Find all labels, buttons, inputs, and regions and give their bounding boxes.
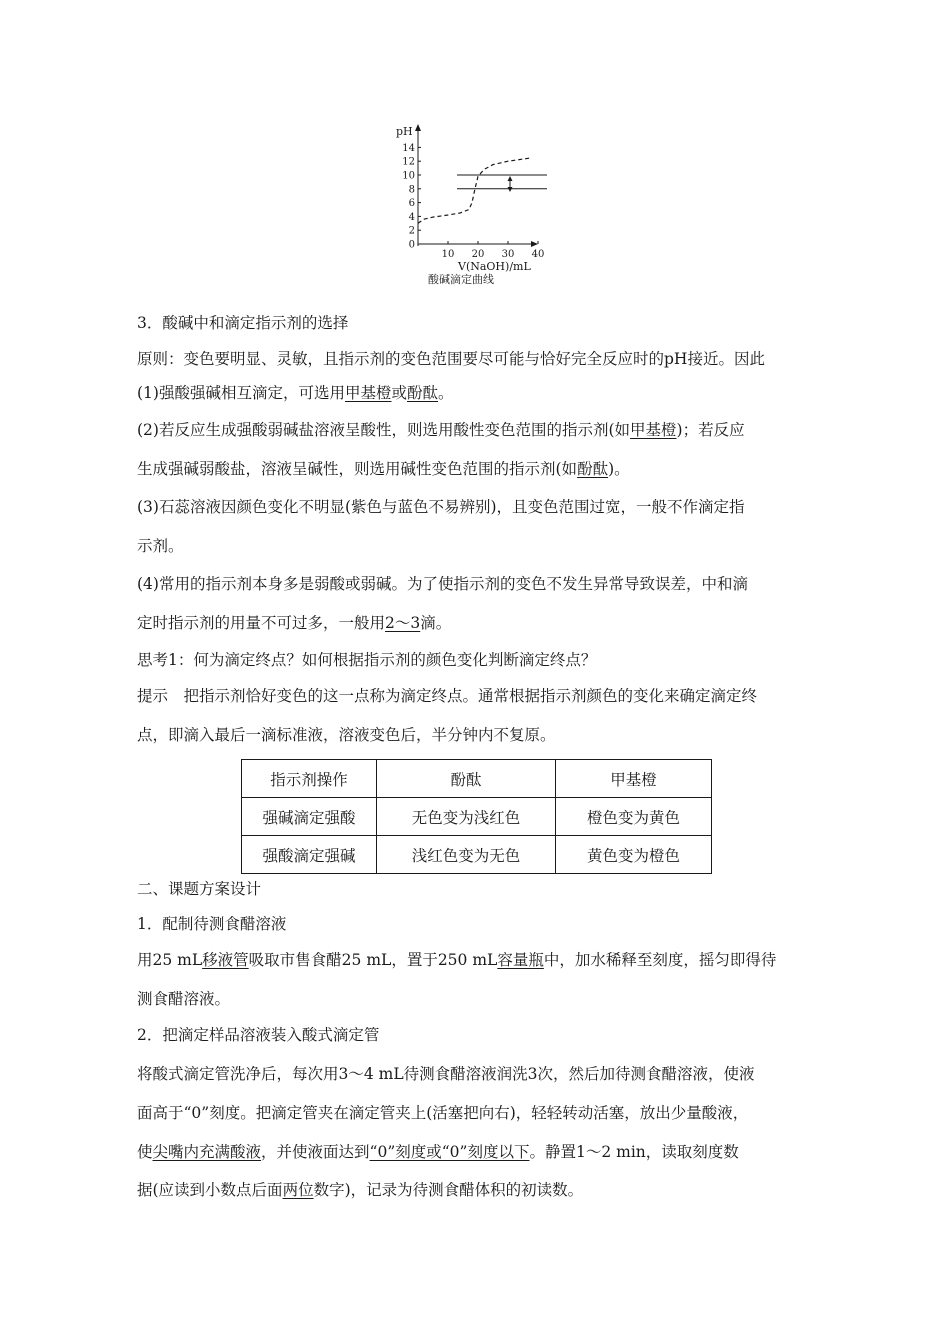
y-axis-label: pH <box>396 125 413 138</box>
step2-line-4: 据(应读到小数点后面两位数字)，记录为待测食醋体积的初读数。 <box>137 1181 584 1199</box>
y-tick-label: 8 <box>408 184 415 196</box>
point-2-line-1: (2)若反应生成强酸弱碱盐溶液呈酸性，则选用酸性变色范围的指示剂(如甲基橙)；若反应 <box>137 421 745 439</box>
answer-blank: 酚酞 <box>407 384 439 402</box>
y-axis-arrow <box>415 124 421 131</box>
point-3-line-2: 示剂。 <box>137 537 184 555</box>
x-tick-label: 20 <box>471 249 485 260</box>
x-axis-arrow <box>531 241 538 247</box>
table-cell: 橙色变为黄色 <box>556 798 712 836</box>
table-row <box>242 798 712 836</box>
x-tick-label: 40 <box>531 249 545 260</box>
answer-blank: 甲基橙 <box>630 421 677 439</box>
answer-blank: 甲基橙 <box>344 384 392 402</box>
figure-caption: 酸碱滴定曲线 <box>428 273 494 286</box>
answer-blank: 2～3 <box>385 614 421 632</box>
part2-heading: 二、课题方案设计 <box>137 880 262 898</box>
indicator-color-table <box>241 759 712 874</box>
answer-blank: “0”刻度或“0”刻度以下 <box>369 1143 530 1161</box>
point-2-line-2: 生成强碱弱酸盐，溶液呈碱性，则选用碱性变色范围的指示剂(如酚酞)。 <box>137 460 630 478</box>
titration-curve-figure <box>388 118 563 290</box>
y-tick-label: 10 <box>402 170 415 182</box>
y-tick-label: 12 <box>402 156 415 168</box>
step1-heading: 1．配制待测食醋溶液 <box>137 915 287 933</box>
point-4-line-1: (4)常用的指示剂本身多是弱酸或弱碱。为了使指示剂的变色不发生异常导致误差，中和滴 <box>137 575 748 593</box>
section3-heading: 3．酸碱中和滴定指示剂的选择 <box>137 314 349 332</box>
table-header-cell: 酚酞 <box>377 760 556 798</box>
point-3-line-1: (3)石蕊溶液因颜色变化不明显(紫色与蓝色不易辨别)，且变色范围过宽，一般不作滴定指 <box>137 498 745 516</box>
step1-line-2: 测食醋溶液。 <box>137 990 231 1008</box>
table-cell: 无色变为浅红色 <box>377 798 556 836</box>
table-cell: 黄色变为橙色 <box>556 836 712 874</box>
y-tick-label: 14 <box>402 142 415 154</box>
step1-line-1: 用25 mL移液管吸取市售食醋25 mL，置于250 mL容量瓶中，加水稀释至刻度，摇匀即得待 <box>137 951 777 969</box>
table-header-cell: 指示剂操作 <box>242 760 377 798</box>
y-tick-label: 4 <box>408 211 415 223</box>
step2-heading: 2．把滴定样品溶液装入酸式滴定管 <box>137 1026 380 1044</box>
answer-blank: 移液管 <box>202 951 249 969</box>
x-axis-label: V(NaOH)/mL <box>458 260 531 273</box>
reference-lines <box>457 175 547 189</box>
x-tick-label: 30 <box>501 249 515 260</box>
answer-blank: 容量瓶 <box>497 951 544 969</box>
y-tick-label: 0 <box>408 239 415 251</box>
titration-curve <box>418 158 532 224</box>
answer-blank: 尖嘴内充满酸液 <box>152 1143 262 1161</box>
range-arrow-icon <box>508 176 513 192</box>
hint-line-2: 点，即滴入最后一滴标准液，溶液变色后，半分钟内不复原。 <box>137 726 556 744</box>
table-cell: 浅红色变为无色 <box>377 836 556 874</box>
table-cell: 强酸滴定强碱 <box>242 836 377 874</box>
y-tick-label: 6 <box>408 198 415 210</box>
x-tick-label: 10 <box>441 249 455 260</box>
table-cell: 强碱滴定强酸 <box>242 798 377 836</box>
step2-line-2: 面高于“0”刻度。把滴定管夹在滴定管夹上(活塞把向右)，轻轻转动活塞，放出少量酸液， <box>137 1104 749 1122</box>
table-row <box>242 836 712 874</box>
step2-line-1: 将酸式滴定管洗净后，每次用3～4 mL待测食醋溶液润洗3次，然后加待测食醋溶液，使液 <box>137 1065 755 1083</box>
table-header-row <box>242 760 712 798</box>
answer-blank: 两位 <box>282 1181 314 1199</box>
hint-line-1: 提示 把指示剂恰好变色的这一点称为滴定终点。通常根据指示剂颜色的变化来确定滴定终 <box>137 687 758 705</box>
table-header-cell: 甲基橙 <box>556 760 712 798</box>
answer-blank: 酚酞 <box>577 460 609 478</box>
y-tick-label: 2 <box>408 225 415 237</box>
think-question: 思考1：何为滴定终点？如何根据指示剂的颜色变化判断滴定终点？ <box>137 651 597 669</box>
point-1: (1)强酸强碱相互滴定，可选用甲基橙或酚酞。 <box>137 384 454 402</box>
principle-text: 原则：变色要明显、灵敏，且指示剂的变色范围要尽可能与恰好完全反应时的pH接近。因此 <box>137 350 765 368</box>
step2-line-3: 使尖嘴内充满酸液，并使液面达到“0”刻度或“0”刻度以下。静置1～2 min，读取刻度数 <box>137 1143 739 1161</box>
point-4-line-2: 定时指示剂的用量不可过多，一般用2～3滴。 <box>137 614 452 632</box>
